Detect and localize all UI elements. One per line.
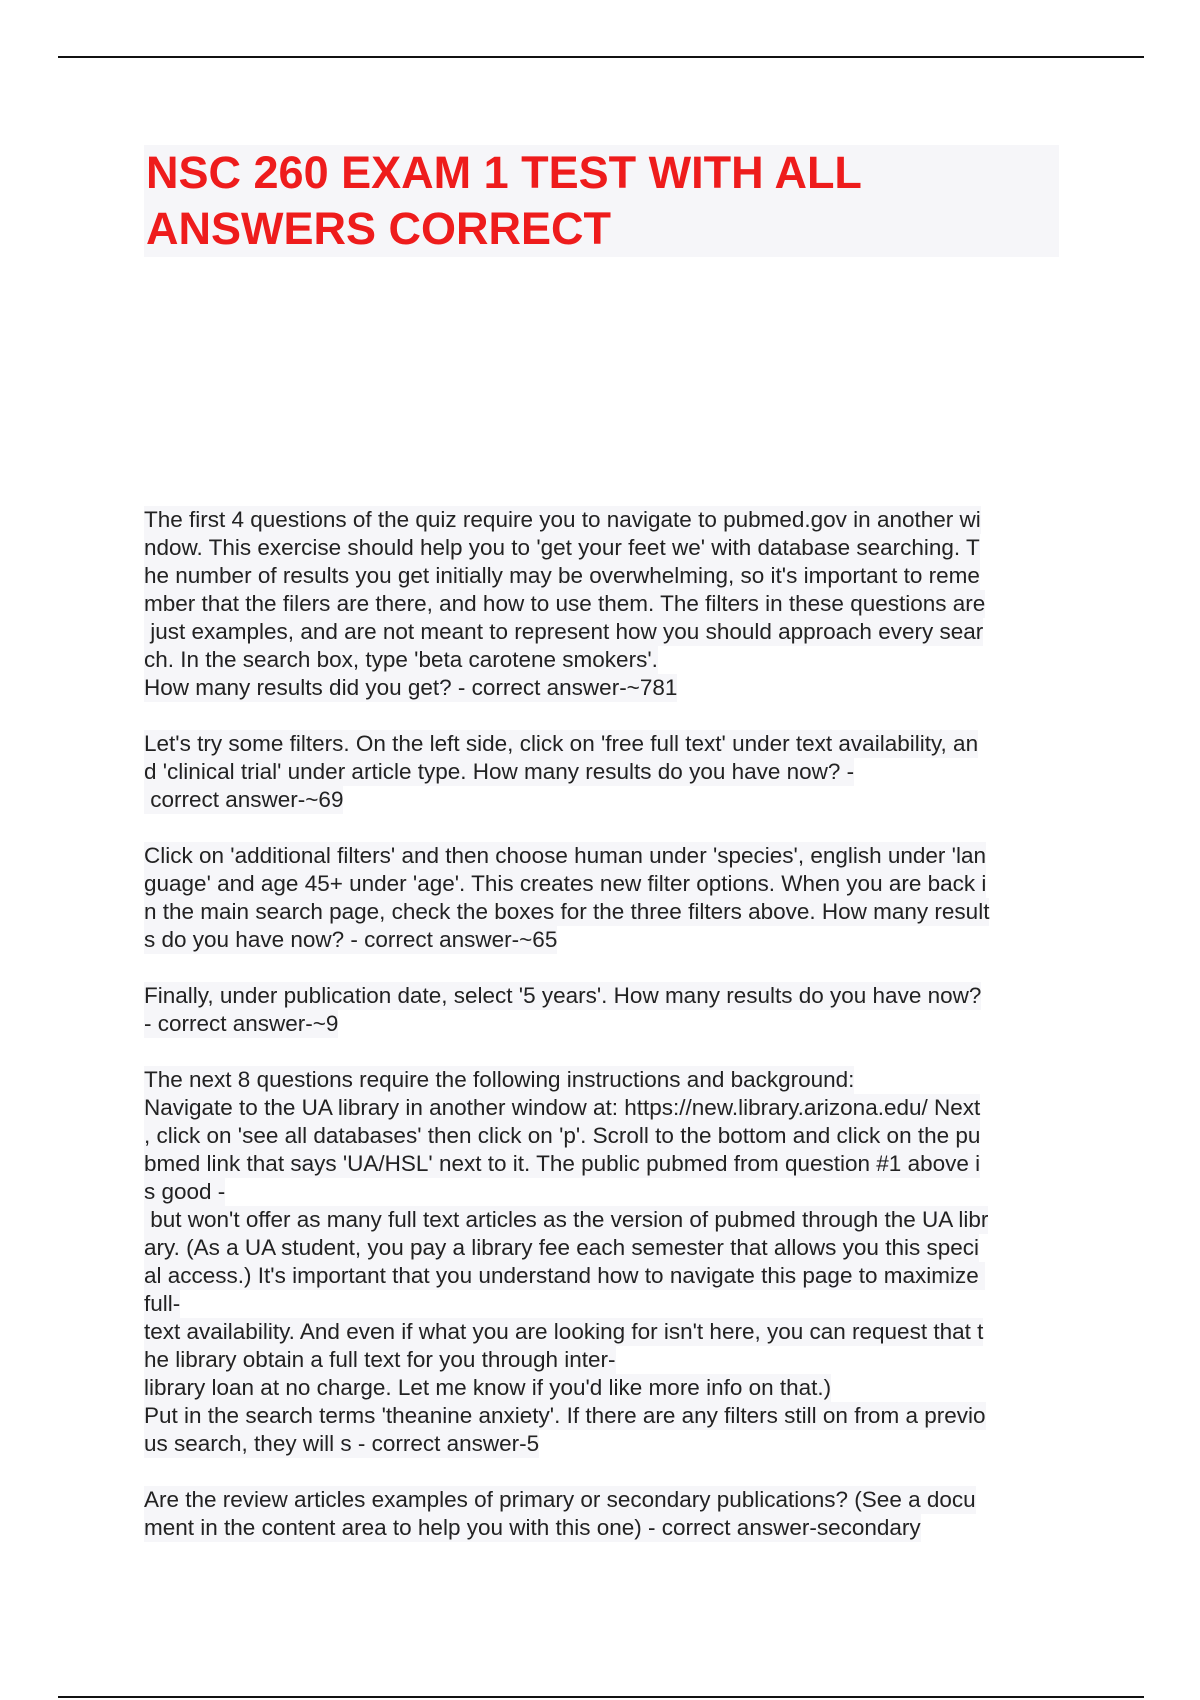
question-list (144, 506, 1074, 1570)
title-box (144, 145, 1059, 257)
text-line: mber that the filers are there, and how to use them. The filters in these questions are (144, 591, 986, 616)
text-line: ch. In the search box, type 'beta carotene smokers'. (144, 647, 658, 672)
text-line: al access.) It's important that you understand how to navigate this page to maximize (144, 1263, 985, 1288)
text-line: he number of results you get initially may be overwhelming, so it's important to reme (144, 563, 980, 588)
text-line: n the main search page, check the boxes for the three filters above. How many result (144, 899, 990, 924)
question-block (144, 842, 1074, 954)
question-block (144, 506, 1074, 702)
text-line: - correct answer-~9 (144, 1011, 339, 1036)
text-line: The next 8 questions require the following instructions and background: (144, 1067, 855, 1092)
text-line: correct answer-~69 (144, 787, 344, 812)
question-block (144, 1066, 1074, 1458)
text-line: Finally, under publication date, select '5 years'. How many results do you have now? (144, 983, 982, 1008)
text-line: s good - (144, 1179, 226, 1204)
text-line: Put in the search terms 'theanine anxiety'. If there are any filters still on from a previo (144, 1403, 986, 1428)
text-line: Let's try some filters. On the left side, click on 'free full text' under text availability, an (144, 731, 979, 756)
title-line: ANSWERS CORRECT (146, 203, 612, 254)
text-line: but won't offer as many full text articles as the version of pubmed through the UA libr (144, 1207, 989, 1232)
text-line: ment in the content area to help you with this one) - correct answer-secondary (144, 1515, 921, 1540)
text-line: Navigate to the UA library in another window at: https://new.library.arizona.edu/ Next (144, 1095, 981, 1120)
question-block (144, 1486, 1074, 1542)
title-line: NSC 260 EXAM 1 TEST WITH ALL (146, 147, 862, 198)
text-line: he library obtain a full text for you through inter- (144, 1347, 616, 1372)
text-line: full- (144, 1291, 181, 1316)
text-line: guage' and age 45+ under 'age'. This creates new filter options. When you are back i (144, 871, 987, 896)
text-line: Click on 'additional filters' and then choose human under 'species', english under 'lan (144, 843, 986, 868)
text-line: ndow. This exercise should help you to 'get your feet we' with database searching. T (144, 535, 980, 560)
question-block (144, 730, 1074, 814)
document-title (144, 145, 1059, 257)
text-line: How many results did you get? - correct answer-~781 (144, 675, 678, 700)
text-line: s do you have now? - correct answer-~65 (144, 927, 558, 952)
top-divider (58, 56, 1144, 58)
text-line: Are the review articles examples of primary or secondary publications? (See a docu (144, 1487, 976, 1512)
text-line: bmed link that says 'UA/HSL' next to it. The public pubmed from question #1 above i (144, 1151, 981, 1176)
text-line: ary. (As a UA student, you pay a library fee each semester that allows you this speci (144, 1235, 979, 1260)
text-line: , click on 'see all databases' then click on 'p'. Scroll to the bottom and click on the pu (144, 1123, 981, 1148)
text-line: text availability. And even if what you are looking for isn't here, you can request that t (144, 1319, 984, 1344)
text-line: just examples, and are not meant to represent how you should approach every sear (144, 619, 984, 644)
question-block (144, 982, 1074, 1038)
text-line: library loan at no charge. Let me know if you'd like more info on that.) (144, 1375, 832, 1400)
text-line: us search, they will s - correct answer-5 (144, 1431, 540, 1456)
text-line: d 'clinical trial' under article type. How many results do you have now? - (144, 759, 855, 784)
bottom-divider (58, 1696, 1144, 1698)
text-line: The first 4 questions of the quiz require you to navigate to pubmed.gov in another wi (144, 507, 981, 532)
